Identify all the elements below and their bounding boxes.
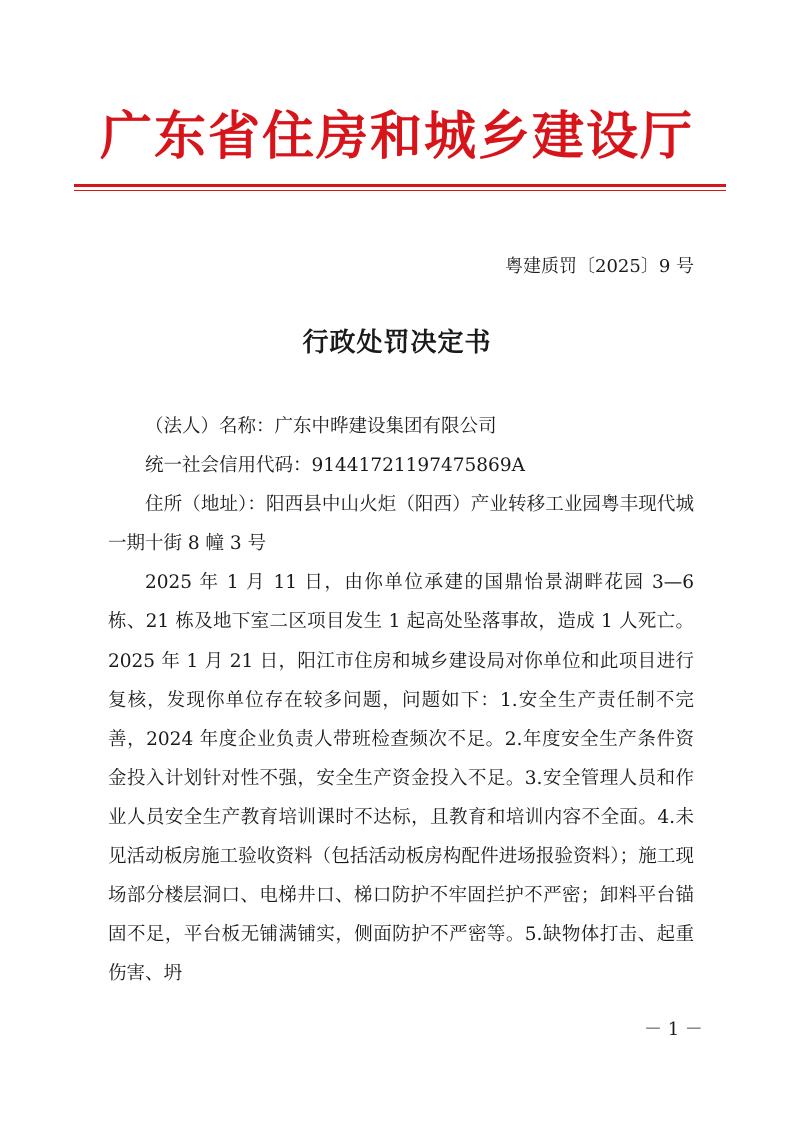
document-number: 粤建质罚〔2025〕9 号 [505, 256, 694, 277]
facts-paragraph: 2025 年 1 月 11 日，由你单位承建的国鼎怡景湖畔花园 3—6 栋、21 栋及地下室二区项目发生 1 起高处坠落事故，造成 1 人死亡。2025 年 1 月 21 日，阳江市住房和城乡建设局对你单位和此项目进行复核，发现你单位存在较多问题，问题如下：1.安全生产责任制不完善，2024 年度企业负责人带班检查频次不足。2.年度安全生产条件资金投入计划针对性不强，安全生产资金投入不足。3.安全管理人员和作业人员安全生产教育培训课时不达标，且教育和培训内容不全面。4.未见活动板房施工验收资料（包括活动板房构配件进场报验资料）；施工现场部分楼层洞口、电梯井口、梯口防护不牢固拦护不严密；卸料平台锚固不足，平台板无铺满铺实，侧面防护不严密等。5.缺物体打击、起重伤害、坍 [108, 572, 694, 985]
page-number: － 1 － [644, 1019, 703, 1040]
agency-letterhead-title: 广东省住房和城乡建设厅 [99, 106, 694, 167]
letterhead-red-rule-thin [74, 190, 726, 191]
party-name-paragraph: （法人）名称：广东中晔建设集团有限公司 [145, 416, 497, 437]
credit-code-paragraph: 统一社会信用代码：91441721197475869A [145, 455, 525, 477]
document-title: 行政处罚决定书 [302, 328, 492, 358]
letterhead-red-rule-thick [74, 184, 726, 187]
address-paragraph: 住所（地址）：阳西县中山火炬（阳西）产业转移工业园粤丰现代城一期十街 8 幢 3 号 [108, 494, 694, 555]
document-body [108, 407, 694, 993]
